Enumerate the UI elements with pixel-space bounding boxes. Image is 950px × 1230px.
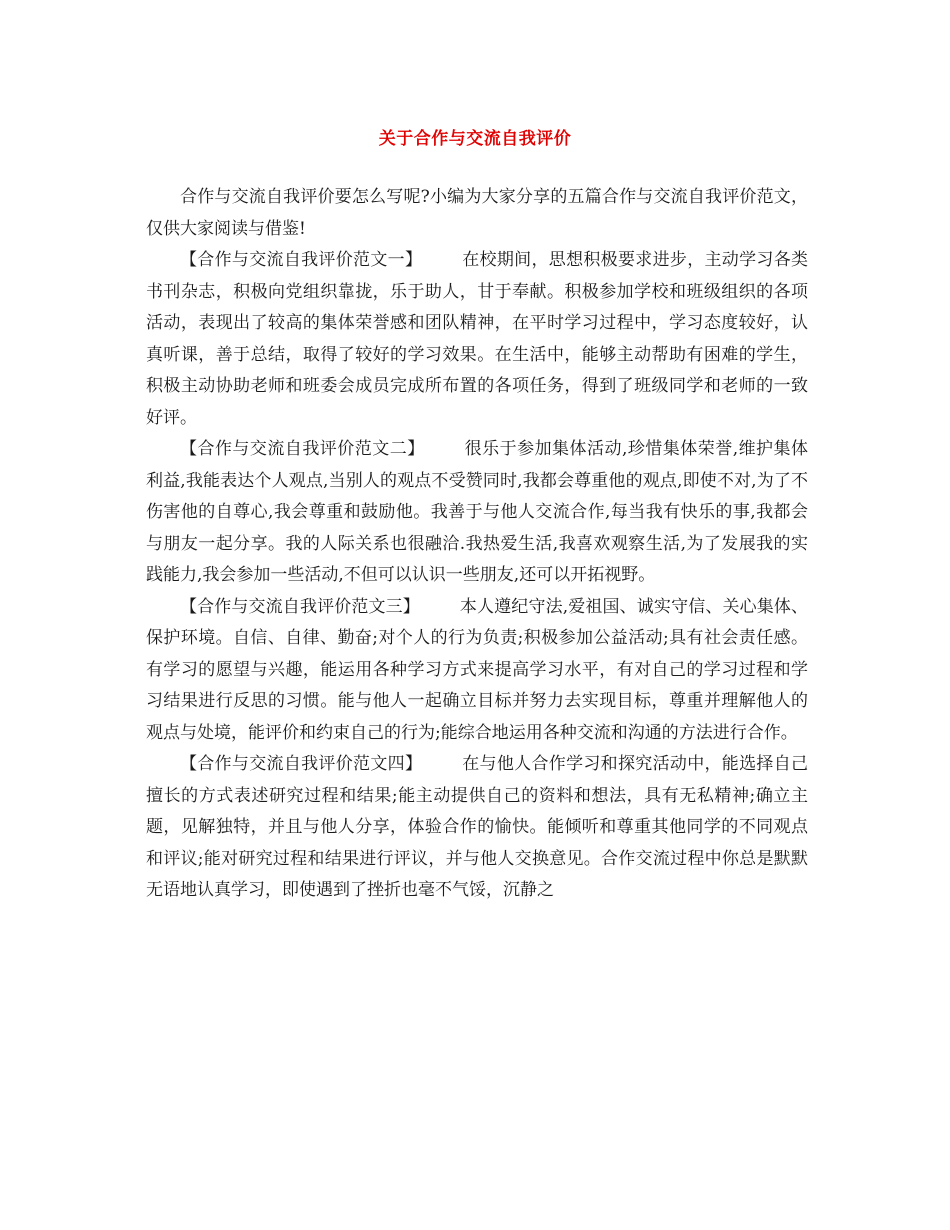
section-text: 很乐于参加集体活动,珍惜集体荣誉,维护集体利益,我能表达个人观点,当别人的观点不受赞同时,我都会尊重他的观点,即使不对,为了不伤害他的自尊心,我会尊重和鼓励他。我善于与他人交流合作,每当我有快乐的事,我都会与朋友一起分享。我的人际关系也很融洽.我热爱生活,我喜欢观察生活,为了发展我的实践能力,我会参加一些活动,不但可以认识一些朋友,还可以开拓视野。 [146, 439, 809, 585]
section-text: 在与他人合作学习和探究活动中，能选择自己擅长的方式表述研究过程和结果;能主动提供自己的资料和想法，具有无私精神;确立主题，见解独特，并且与他人分享，体验合作的愉快。能倾听和尊重其他同学的不同观点和评议;能对研究过程和结果进行评议，并与他人交换意见。合作交流过程中你总是默默无语地认真学习，即使遇到了挫折也毫不气馁，沉静之 [146, 754, 809, 900]
section-paragraph-3 [146, 592, 808, 750]
section-paragraph-1 [146, 245, 808, 434]
document-title: 关于合作与交流自我评价 [378, 129, 572, 149]
section-heading: 【合作与交流自我评价范文三】 [180, 596, 420, 617]
section-paragraph-4 [146, 749, 808, 907]
section-heading: 【合作与交流自我评价范文四】 [180, 754, 423, 774]
section-text: 在校期间，思想积极要求进步，主动学习各类书刊杂志，积极向党组织靠拢，乐于助人，甘于奉献。积极参加学校和班级组织的各项活动，表现出了较高的集体荣誉感和团队精神，在平时学习过程中，学习态度较好，认真听课，善于总结，取得了较好的学习效果。在生活中，能够主动帮助有困难的学生，积极主动协助老师和班委会成员完成所布置的各项任务，得到了班级同学和老师的一致好评。 [146, 250, 809, 428]
intro-paragraph: 合作与交流自我评价要怎么写呢?小编为大家分享的五篇合作与交流自我评价范文，仅供大家阅读与借鉴! [146, 187, 808, 239]
section-text: 本人遵纪守法,爱祖国、诚实守信、关心集体、保护环境。自信、自律、勤奋;对个人的行为负责;积极参加公益活动;具有社会责任感。 有学习的愿望与兴趣，能运用各种学习方式来提高学习水平，有对自己的学习过程和学习结果进行反思的习惯。能与他人一起确立目标并努力去实现目标，尊重并理解他人的观点与处境，能评价和约束自己的行为;能综合地运用各种交流和沟通的方法进行合作。 [146, 596, 809, 743]
section-heading: 【合作与交流自我评价范文一】 [180, 250, 423, 270]
section-heading: 【合作与交流自我评价范文二】 [180, 439, 425, 459]
document-body [146, 182, 808, 907]
section-paragraph-2 [146, 434, 808, 592]
